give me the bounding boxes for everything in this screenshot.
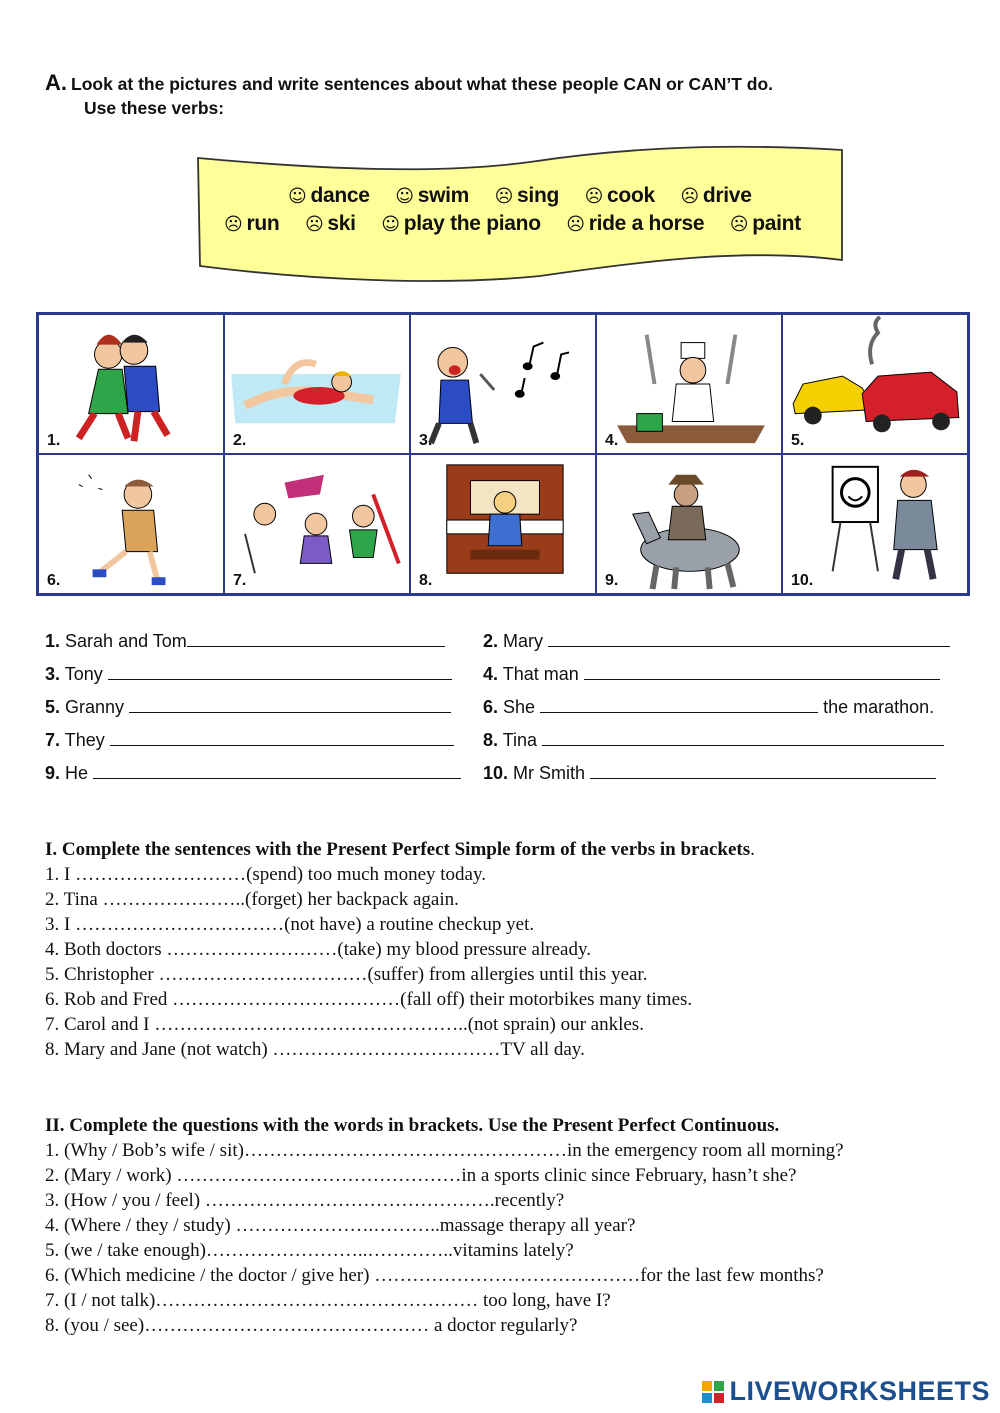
sentence-4	[483, 664, 940, 685]
verb-item	[224, 212, 279, 236]
verb-label: play the piano	[403, 212, 541, 235]
section-ii-line-5[interactable]: 5. (we / take enough)……………………..…………..vitamins lately?	[45, 1240, 574, 1261]
picture-cell-piano	[410, 454, 596, 594]
logo-text: LIVEWORKSHEETS	[729, 1376, 990, 1406]
answer-blank[interactable]	[540, 698, 818, 713]
section-i-line-8[interactable]: 8. Mary and Jane (not watch) ………………………………TV all day.	[45, 1039, 585, 1060]
verb-label: dance	[310, 184, 370, 207]
liveworksheets-logo	[701, 1376, 990, 1407]
liveworksheets-logo-icon	[701, 1380, 725, 1404]
verb-label: sing	[517, 184, 560, 207]
sentence-number: 1.	[45, 631, 61, 651]
verb-row-1	[288, 184, 772, 208]
sentence-6	[483, 697, 934, 718]
picture-number: 5.	[791, 432, 805, 449]
picture-cell-running	[38, 454, 224, 594]
section-i-line-4[interactable]: 4. Both doctors ………………………(take) my blood pressure already.	[45, 939, 591, 960]
section-i-line-3[interactable]: 3. I ……………………………(not have) a routine checkup yet.	[45, 914, 535, 935]
sentence-suffix: the marathon.	[823, 697, 935, 717]
verb-item	[395, 184, 469, 208]
verb-row-2	[224, 212, 821, 236]
face-icon: ☺	[288, 186, 307, 207]
sentence-number: 5.	[45, 697, 61, 717]
section-i-heading-text: I. Complete the sentences with the Present Perfect Simple form of the verbs in brackets	[45, 839, 751, 860]
face-icon: ☹	[729, 214, 749, 235]
section-i-line-1[interactable]: 1. I ………………………(spend) too much money today.	[45, 864, 486, 885]
sentence-9	[45, 763, 461, 784]
section-ii-heading: II. Complete the questions with the words in brackets. Use the Present Perfect Continuous.	[45, 1115, 780, 1136]
verb-label: ski	[327, 212, 356, 235]
sentence-subject: They	[64, 730, 105, 750]
sentence-number: 4.	[483, 664, 499, 684]
section-i-line-7[interactable]: 7. Carol and I …………………………………………..(not sprain) our ankles.	[45, 1014, 644, 1035]
picture-cell-skiing	[224, 454, 410, 594]
section-ii-line-8[interactable]: 8. (you / see)……………………………………… a doctor regularly?	[45, 1315, 578, 1336]
picture-cell-horse	[596, 454, 782, 594]
verb-banner	[190, 140, 850, 285]
sentence-number: 10.	[483, 763, 509, 783]
sentence-10	[483, 763, 936, 784]
car-crash-illustration	[783, 315, 967, 453]
picture-grid	[36, 312, 970, 596]
face-icon: ☹	[584, 186, 604, 207]
section-a-instruction-text: Look at the pictures and write sentences about what these people CAN or CAN’T do.	[71, 74, 774, 94]
picture-number: 6.	[47, 572, 61, 589]
picture-number: 2.	[233, 432, 247, 449]
sentence-number: 8.	[483, 730, 499, 750]
verb-item	[730, 212, 801, 236]
picture-number: 8.	[419, 572, 433, 589]
section-ii-line-2[interactable]: 2. (Mary / work) ………………………………………in a sports clinic since February, hasn’t she?	[45, 1165, 797, 1186]
section-ii-line-3[interactable]: 3. (How / you / feel) ……………………………………….recently?	[45, 1190, 565, 1211]
sentence-number: 9.	[45, 763, 61, 783]
section-ii-line-6[interactable]: 6. (Which medicine / the doctor / give her) ……………………………………for the last few months?	[45, 1265, 824, 1286]
section-ii-line-1[interactable]: 1. (Why / Bob’s wife / sit)……………………………………………in the emergency room all morning?	[45, 1140, 844, 1161]
verb-item	[288, 184, 370, 208]
verb-label: swim	[417, 184, 470, 207]
section-a-letter: A.	[45, 70, 67, 95]
sentence-subject: Sarah and Tom	[65, 631, 187, 651]
sentence-number: 3.	[45, 664, 61, 684]
piano-player-illustration	[411, 455, 595, 593]
picture-cell-painting	[782, 454, 968, 594]
face-icon: ☺	[381, 214, 400, 235]
dancing-couple-illustration	[39, 315, 223, 453]
sentence-subject: Mary	[503, 631, 544, 651]
section-i-heading	[45, 839, 755, 861]
picture-cell-singing	[410, 314, 596, 454]
picture-cell-cooking	[596, 314, 782, 454]
picture-number: 10.	[791, 572, 814, 589]
verb-item	[381, 212, 540, 236]
section-i-heading-period: .	[750, 839, 755, 860]
verb-item	[566, 212, 704, 236]
picture-cell-dancing	[38, 314, 224, 454]
sentence-subject: Tina	[502, 730, 538, 750]
sentence-3	[45, 664, 452, 685]
section-i-line-5[interactable]: 5. Christopher ……………………………(suffer) from allergies until this year.	[45, 964, 648, 985]
answer-blank[interactable]	[187, 632, 445, 647]
horse-rider-illustration	[597, 455, 781, 593]
verb-item	[495, 184, 559, 208]
sentence-subject: That man	[502, 664, 579, 684]
sentence-1	[45, 631, 445, 652]
verb-label: paint	[752, 212, 801, 235]
verb-label: cook	[607, 184, 655, 207]
sentence-2	[483, 631, 950, 652]
sentence-number: 2.	[483, 631, 499, 651]
sentence-5	[45, 697, 451, 718]
answer-blank[interactable]	[108, 665, 452, 680]
section-i-line-2[interactable]: 2. Tina …………………..(forget) her backpack again.	[45, 889, 459, 910]
answer-blank[interactable]	[129, 698, 451, 713]
face-icon: ☹	[566, 214, 585, 235]
use-verbs-label: Use these verbs:	[84, 98, 225, 118]
sentence-number: 7.	[45, 730, 61, 750]
verb-item	[585, 184, 655, 208]
sentence-7	[45, 730, 454, 751]
section-ii-line-7[interactable]: 7. (I / not talk)…………………………………………… too long, have I?	[45, 1290, 611, 1311]
verb-label: drive	[702, 184, 752, 207]
verb-label: run	[246, 212, 280, 235]
sentence-subject: Mr Smith	[513, 763, 586, 783]
answer-blank[interactable]	[93, 764, 461, 779]
face-icon: ☹	[304, 214, 324, 235]
picture-number: 7.	[233, 572, 247, 589]
sentence-subject: He	[65, 763, 89, 783]
answer-blank[interactable]	[590, 764, 936, 779]
answer-blank[interactable]	[542, 731, 944, 746]
picture-number: 1.	[47, 432, 61, 449]
picture-number: 4.	[605, 432, 619, 449]
skiers-illustration	[225, 455, 409, 593]
verb-label: ride a horse	[588, 212, 705, 235]
cook-illustration	[597, 315, 781, 453]
section-a-instruction	[45, 70, 773, 96]
sentence-number: 6.	[483, 697, 499, 717]
runner-illustration	[39, 455, 223, 593]
face-icon: ☺	[395, 186, 414, 207]
picture-number: 9.	[605, 572, 619, 589]
answer-blank[interactable]	[548, 632, 950, 647]
face-icon: ☹	[224, 214, 243, 235]
section-i-line-6[interactable]: 6. Rob and Fred ………………………………(fall off) their motorbikes many times.	[45, 989, 693, 1010]
face-icon: ☹	[680, 186, 699, 207]
singer-illustration	[411, 315, 595, 453]
sentence-subject: She	[503, 697, 536, 717]
answer-blank[interactable]	[584, 665, 940, 680]
sentence-subject: Granny	[65, 697, 125, 717]
picture-cell-swimming	[224, 314, 410, 454]
swimmer-illustration	[225, 315, 409, 453]
face-icon: ☹	[494, 186, 514, 207]
section-ii-line-4[interactable]: 4. (Where / they / study) ………………….………..massage therapy all year?	[45, 1215, 636, 1236]
sentence-subject: Tony	[64, 664, 103, 684]
verb-item	[305, 212, 356, 236]
picture-number: 3.	[419, 432, 433, 449]
sentence-8	[483, 730, 944, 751]
picture-cell-driving	[782, 314, 968, 454]
answer-blank[interactable]	[110, 731, 454, 746]
verb-item	[680, 184, 751, 208]
